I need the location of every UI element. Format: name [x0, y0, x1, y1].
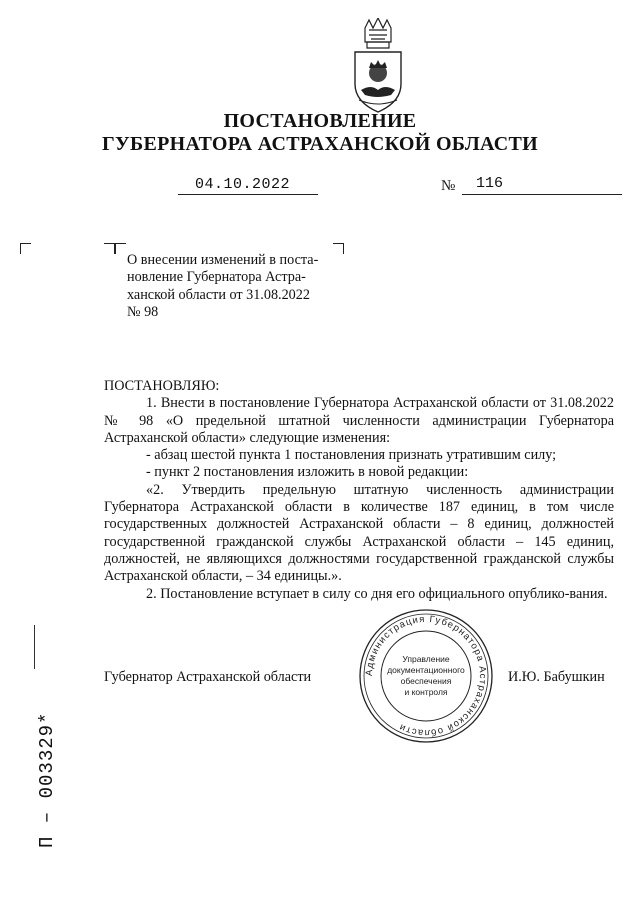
subject-line: ханской области от 31.08.2022	[127, 286, 310, 303]
registration-margin-line	[34, 625, 35, 669]
left-margin-corner-mark	[20, 243, 31, 254]
document-number: 116	[476, 175, 504, 192]
document-date: 04.10.2022	[195, 176, 291, 193]
body-paragraph: - пункт 2 постановления изложить в новой редакции:	[146, 464, 469, 481]
subject-corner-mark-left	[115, 243, 126, 254]
subject-line: новление Губернатора Астра-	[127, 269, 306, 286]
number-underline	[462, 194, 622, 195]
decree-word: ПОСТАНОВЛЯЮ:	[104, 378, 220, 394]
signatory-position: Губернатор Астраханской области	[104, 669, 312, 685]
body-paragraph: - абзац шестой пункта 1 постановления признать утратившим силу;	[146, 447, 557, 464]
registration-code: П – 003329*	[36, 711, 58, 848]
body-paragraph: 2. Постановление вступает в силу со дня его официального опублико-вания.	[146, 585, 608, 602]
subject-corner-mark-outer	[104, 243, 115, 254]
signatory-name: И.Ю. Бабушкин	[508, 669, 605, 685]
coat-of-arms-emblem	[347, 18, 409, 118]
office-stamp	[358, 608, 494, 744]
subject-line: № 98	[127, 303, 159, 320]
issuer-title: ГУБЕРНАТОРА АСТРАХАНСКОЙ ОБЛАСТИ	[101, 133, 539, 155]
stamp-center-line: обеспечения	[400, 676, 452, 686]
body-paragraph: 1. Внести в постановление Губернатора Астраханской области от 31.08.2022 № 98 «О предельной штатной численности администрации Губернатора Астраханской области» следующие изменения:	[104, 395, 614, 446]
stamp-center-line: документационного	[387, 665, 465, 675]
stamp-center-line: Управление	[402, 654, 450, 664]
stamp-ring-text: Администрация Губернатора Астраханской области	[363, 613, 489, 739]
body-paragraph: «2. Утвердить предельную штатную численность администрации Губернатора Астраханской области в количестве 187 единиц, в том числе государственных должностей Астраханской области – 8 единиц, должностей государственной гражданской службы Астраханской области – 145 единиц, должностей, не являющихся должностями государственной гражданской службы Астраханской области, – 34 единицы.».	[104, 481, 614, 585]
document-title: ПОСТАНОВЛЕНИЕ	[223, 110, 417, 132]
document-subject	[127, 252, 345, 321]
date-underline	[178, 194, 318, 195]
document-body	[104, 378, 614, 603]
stamp-center-line: и контроля	[404, 687, 448, 697]
number-sign: №	[441, 178, 456, 194]
subject-line: О внесении изменений в поста-	[127, 252, 319, 268]
